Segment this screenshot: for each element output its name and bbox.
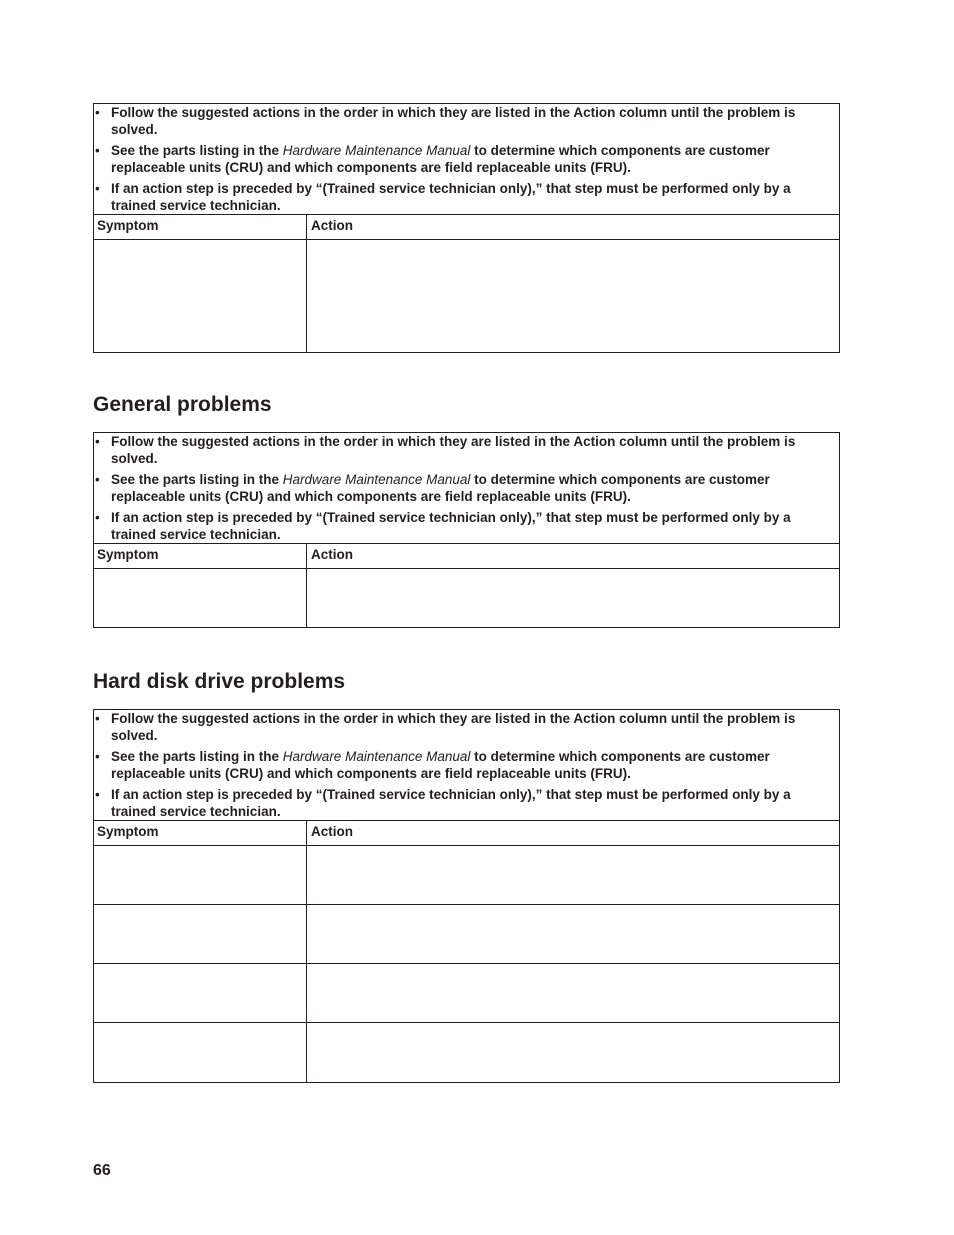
action-header: Action	[307, 821, 840, 846]
table-row	[94, 240, 840, 353]
note-item-trained: • If an action step is preceded by “(Trained service technician only),” that step must be performed only by a trained service technician.	[95, 787, 791, 819]
table-row	[94, 846, 840, 905]
note-item-trained: • If an action step is preceded by “(Trained service technician only),” that step must be performed only by a trained service technician.	[95, 181, 791, 213]
action-cell	[307, 569, 840, 628]
table-general	[93, 432, 840, 628]
table-row	[94, 964, 840, 1023]
action-cell	[307, 1023, 840, 1083]
notes-cell	[94, 433, 840, 544]
symptom-cell	[94, 240, 307, 353]
action-cell	[307, 240, 840, 353]
page-number: 66	[93, 1162, 111, 1179]
table-row	[94, 569, 840, 628]
note-item-parts: • See the parts listing in the Hardware Maintenance Manual to determine which components are customer replaceable units (CRU) and which components are field replaceable units (FRU).	[95, 472, 770, 504]
note-item-order: • Follow the suggested actions in the order in which they are listed in the Action column until the problem is solved.	[95, 105, 796, 137]
table-row	[94, 1023, 840, 1083]
action-header: Action	[307, 215, 840, 240]
table-row	[94, 905, 840, 964]
symptom-header: Symptom	[94, 821, 307, 846]
action-cell	[307, 964, 840, 1023]
note-item-parts: • See the parts listing in the Hardware Maintenance Manual to determine which components are customer replaceable units (CRU) and which components are field replaceable units (FRU).	[95, 143, 770, 175]
action-cell	[307, 905, 840, 964]
notes-cell	[94, 710, 840, 821]
note-item-order: • Follow the suggested actions in the order in which they are listed in the Action column until the problem is solved.	[95, 711, 796, 743]
symptom-cell	[94, 905, 307, 964]
troubleshooting-table-top	[93, 103, 840, 353]
section-title-general: General problems	[93, 393, 272, 416]
table-hdd	[93, 709, 840, 1083]
action-header: Action	[307, 544, 840, 569]
action-cell	[307, 846, 840, 905]
troubleshooting-table-hdd	[93, 709, 840, 1083]
table-top	[93, 103, 840, 353]
symptom-cell	[94, 1023, 307, 1083]
note-item-parts: • See the parts listing in the Hardware Maintenance Manual to determine which components are customer replaceable units (CRU) and which components are field replaceable units (FRU).	[95, 749, 770, 781]
symptom-cell	[94, 964, 307, 1023]
symptom-header: Symptom	[94, 544, 307, 569]
note-item-order: • Follow the suggested actions in the order in which they are listed in the Action column until the problem is solved.	[95, 434, 796, 466]
notes-cell	[94, 104, 840, 215]
note-item-trained: • If an action step is preceded by “(Trained service technician only),” that step must be performed only by a trained service technician.	[95, 510, 791, 542]
symptom-header: Symptom	[94, 215, 307, 240]
troubleshooting-table-general	[93, 432, 840, 628]
symptom-cell	[94, 569, 307, 628]
section-title-hdd: Hard disk drive problems	[93, 670, 346, 693]
symptom-cell	[94, 846, 307, 905]
